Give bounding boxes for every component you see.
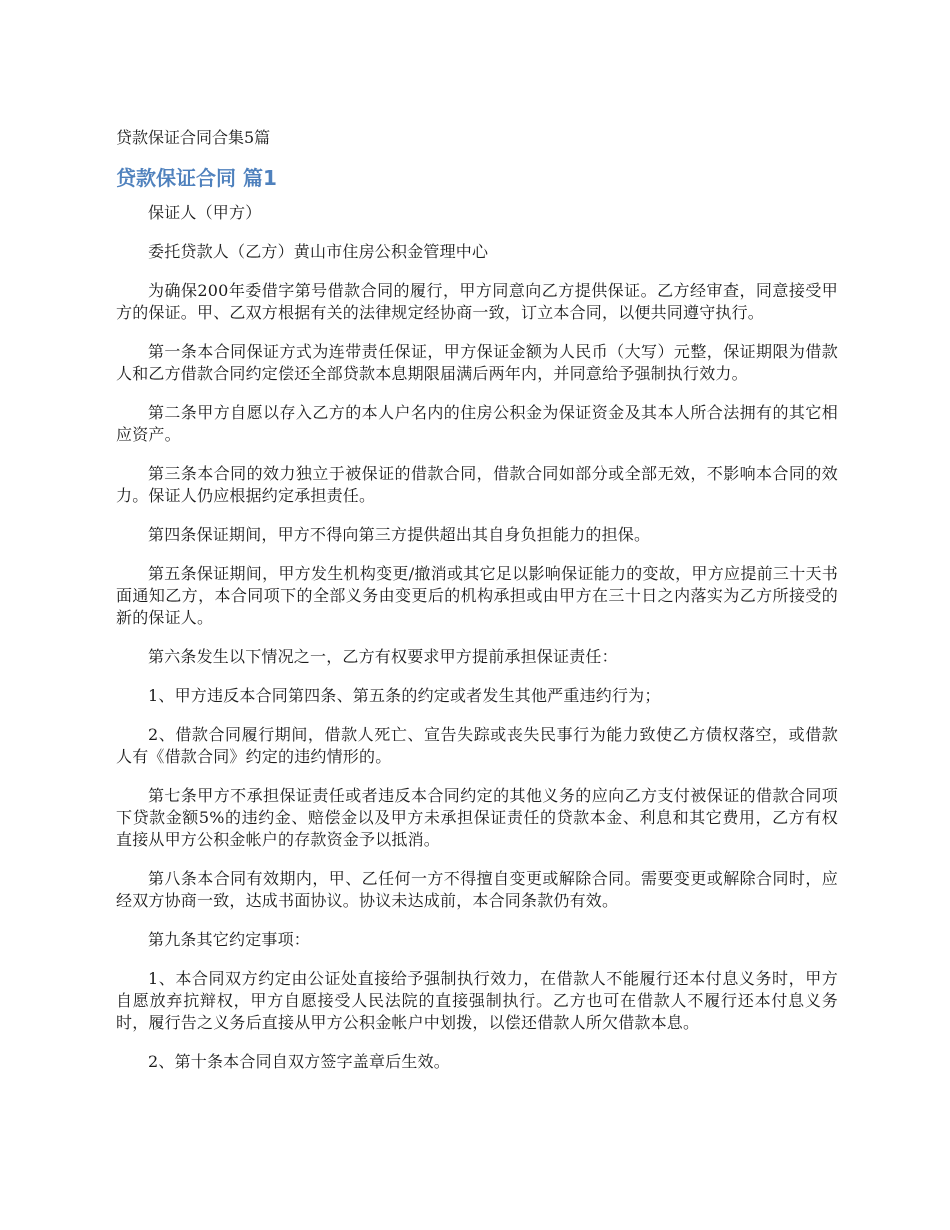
preamble-paragraph: 为确保200年委借字第号借款合同的履行，甲方同意向乙方提供保证。乙方经审查，同意接受甲方的保证。甲、乙双方根据有关的法律规定经协商一致，订立本合同，以便共同遵守执行。 (116, 281, 838, 322)
article-6-item-2: 2、借款合同履行期间，借款人死亡、宣告失踪或丧失民事行为能力致使乙方债权落空，或借款人有《借款合同》约定的违约情形的。 (116, 725, 838, 766)
lender-line: 委托贷款人（乙方）黄山市住房公积金管理中心 (148, 242, 489, 261)
article-6: 第六条发生以下情况之一，乙方有权要求甲方提前承担保证责任： (148, 647, 618, 666)
article-2: 第二条甲方自愿以存入乙方的本人户名内的住房公积金为保证资金及其本人所合法拥有的其它相应资产。 (116, 403, 838, 444)
article-6-item-1: 1、甲方违反本合同第四条、第五条的约定或者发生其他严重违约行为； (148, 686, 661, 705)
section-heading: 贷款保证合同 篇1 (116, 166, 277, 190)
guarantor-line: 保证人（甲方） (148, 203, 262, 222)
document-title: 贷款保证合同合集5篇 (116, 128, 271, 147)
article-8: 第八条本合同有效期内，甲、乙任何一方不得擅自变更或解除合同。需要变更或解除合同时，应经双方协商一致，达成书面协议。协议未达成前，本合同条款仍有效。 (116, 869, 838, 910)
article-1: 第一条本合同保证方式为连带责任保证，甲方保证金额为人民币（大写）元整，保证期限为借款人和乙方借款合同约定偿还全部贷款本息期限届满后两年内，并同意给予强制执行效力。 (116, 342, 838, 383)
article-5: 第五条保证期间，甲方发生机构变更/撤消或其它足以影响保证能力的变故，甲方应提前三十天书面通知乙方，本合同项下的全部义务由变更后的机构承担或由甲方在三十日之内落实为乙方所接受的新的保证人。 (116, 564, 838, 627)
article-4: 第四条保证期间，甲方不得向第三方提供超出其自身负担能力的担保。 (148, 525, 651, 544)
article-9-item-2: 2、第十条本合同自双方签字盖章后生效。 (148, 1052, 450, 1071)
article-3: 第三条本合同的效力独立于被保证的借款合同，借款合同如部分或全部无效，不影响本合同的效力。保证人仍应根据约定承担责任。 (116, 464, 838, 505)
article-9-item-1: 1、本合同双方约定由公证处直接给予强制执行效力，在借款人不能履行还本付息义务时，甲方自愿放弃抗辩权，甲方自愿接受人民法院的直接强制执行。乙方也可在借款人不履行还本付息义务时，履行告之义务后直接从甲方公积金帐户中划拨，以偿还借款人所欠借款本息。 (116, 969, 838, 1032)
contract-body (116, 202, 838, 1090)
article-9: 第九条其它约定事项： (148, 930, 311, 949)
article-7: 第七条甲方不承担保证责任或者违反本合同约定的其他义务的应向乙方支付被保证的借款合同项下贷款金额5%的违约金、赔偿金以及甲方未承担保证责任的贷款本金、利息和其它费用，乙方有权直接从甲方公积金帐户的存款资金予以抵消。 (116, 786, 838, 849)
